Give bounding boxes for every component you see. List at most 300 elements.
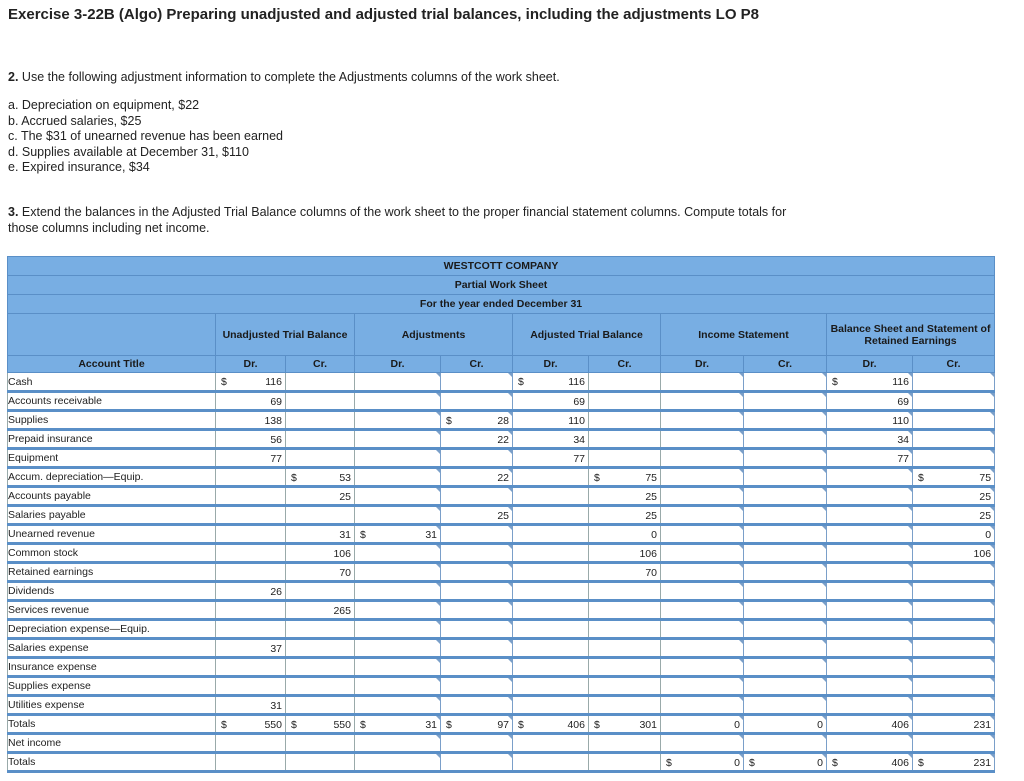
amount-value: 25 [497,510,509,522]
amount-input-cell[interactable] [355,449,441,468]
amount-input-cell[interactable] [661,601,744,620]
amount-value: 116 [568,376,585,388]
amount-input-cell[interactable] [661,392,744,411]
company-name: WESTCOTT COMPANY [8,257,995,276]
amount-cell [216,753,286,772]
amount-input-cell[interactable] [441,430,513,449]
amount-value: 0 [734,719,740,731]
amount-value: 265 [333,605,351,617]
amount-value: 77 [573,453,585,465]
amount-cell [286,506,355,525]
amount-input-cell[interactable] [661,620,744,639]
amount-value: 26 [270,586,282,598]
amount-value: 106 [973,548,992,560]
amount-input-cell[interactable] [661,373,744,392]
question-3-text: Extend the balances in the Adjusted Trial Balance columns of the work sheet to the proper financial statement columns. Compute totals for those columns including net income. [8,205,787,235]
amount-input-cell[interactable] [355,696,441,715]
table-row [8,430,995,449]
amount-input-cell[interactable] [661,582,744,601]
credit-column-header: Cr. [286,356,355,373]
amount-input-cell[interactable] [441,449,513,468]
amount-input-cell[interactable] [661,734,744,753]
group-header-balance-sheet: Balance Sheet and Statement of Retained Earnings [827,314,995,356]
amount-input-cell[interactable] [355,715,441,734]
amount-input-cell[interactable] [744,715,827,734]
amount-input-cell[interactable] [827,753,913,772]
amount-value: 53 [339,472,351,484]
amount-input-cell[interactable] [355,658,441,677]
debit-column-header: Dr. [827,356,913,373]
amount-input-cell[interactable] [744,525,827,544]
debit-column-header: Dr. [661,356,744,373]
amount-input-cell[interactable] [744,487,827,506]
amount-cell [286,658,355,677]
amount-input-cell[interactable] [913,601,995,620]
table-row [8,696,995,715]
amount-input-cell[interactable] [355,639,441,658]
amount-input-cell[interactable] [441,563,513,582]
amount-input-cell[interactable] [744,658,827,677]
amount-input-cell[interactable] [744,411,827,430]
amount-cell [589,620,661,639]
amount-input-cell[interactable] [441,753,513,772]
amount-value: 25 [645,491,657,503]
amount-cell [513,582,589,601]
amount-cell [216,487,286,506]
currency-symbol: $ [832,376,838,388]
amount-input-cell[interactable] [441,696,513,715]
table-row [8,373,995,392]
amount-value: 75 [979,472,992,484]
amount-input-cell[interactable] [355,563,441,582]
amount-input-cell[interactable] [827,392,913,411]
amount-value: 0 [734,757,740,769]
amount-input-cell[interactable] [827,658,913,677]
amount-value: 0 [985,529,992,541]
account-title-cell: Dividends [8,582,216,601]
amount-input-cell[interactable] [744,696,827,715]
amount-value: 550 [333,719,351,731]
amount-cell [513,392,589,411]
table-row [8,411,995,430]
amount-input-cell[interactable] [355,601,441,620]
table-row [8,468,995,487]
group-header-unadjusted: Unadjusted Trial Balance [216,314,355,356]
amount-input-cell[interactable] [441,734,513,753]
amount-input-cell[interactable] [744,601,827,620]
amount-value: 110 [568,415,585,427]
currency-symbol: $ [518,376,524,388]
amount-input-cell[interactable] [441,677,513,696]
adjustment-item: a. Depreciation on equipment, $22 [8,98,200,112]
amount-input-cell[interactable] [661,753,744,772]
amount-input-cell[interactable] [441,373,513,392]
amount-input-cell[interactable] [441,411,513,430]
amount-input-cell[interactable] [441,639,513,658]
amount-value: 34 [897,434,909,446]
table-row [8,639,995,658]
amount-input-cell[interactable] [744,582,827,601]
currency-symbol: $ [518,719,524,731]
table-row [8,392,995,411]
amount-value: 116 [892,376,909,388]
amount-value: 69 [897,396,909,408]
amount-input-cell[interactable] [827,677,913,696]
amount-input-cell[interactable] [913,392,995,411]
debit-column-header: Dr. [513,356,589,373]
debit-column-header: Dr. [216,356,286,373]
amount-cell [589,639,661,658]
account-title-cell: Unearned revenue [8,525,216,544]
amount-cell [216,392,286,411]
amount-cell [589,392,661,411]
amount-input-cell[interactable] [913,563,995,582]
amount-value: 106 [333,548,351,560]
amount-input-cell[interactable] [827,449,913,468]
account-title-cell: Totals [8,715,216,734]
amount-cell [589,658,661,677]
amount-value: 70 [645,567,657,579]
amount-input-cell[interactable] [744,620,827,639]
amount-input-cell[interactable] [744,639,827,658]
amount-input-cell[interactable] [913,715,995,734]
amount-input-cell[interactable] [441,525,513,544]
amount-value: 77 [897,453,909,465]
amount-input-cell[interactable] [355,582,441,601]
question-2-instruction [8,70,560,86]
amount-cell [513,658,589,677]
amount-value: 22 [497,434,509,446]
amount-input-cell[interactable] [355,373,441,392]
amount-value: 34 [573,434,585,446]
amount-cell [513,620,589,639]
currency-symbol: $ [918,757,924,769]
amount-value: 0 [817,719,823,731]
amount-input-cell[interactable] [661,430,744,449]
amount-input-cell[interactable] [913,658,995,677]
amount-input-cell[interactable] [827,715,913,734]
amount-value: 31 [425,529,437,541]
account-title-cell: Supplies expense [8,677,216,696]
amount-input-cell[interactable] [913,449,995,468]
amount-input-cell[interactable] [913,411,995,430]
amount-cell [589,506,661,525]
sheet-subtitle: Partial Work Sheet [8,276,995,295]
amount-input-cell[interactable] [827,506,913,525]
amount-cell [216,468,286,487]
amount-input-cell[interactable] [744,677,827,696]
amount-input-cell[interactable] [661,468,744,487]
currency-symbol: $ [749,757,755,769]
amount-value: 70 [339,567,351,579]
amount-input-cell[interactable] [355,392,441,411]
amount-value: 77 [270,453,282,465]
amount-value: 31 [270,700,282,712]
amount-input-cell[interactable] [827,582,913,601]
amount-input-cell[interactable] [827,639,913,658]
amount-cell [513,506,589,525]
amount-input-cell[interactable] [441,582,513,601]
amount-input-cell[interactable] [355,620,441,639]
amount-input-cell[interactable] [744,734,827,753]
amount-cell [286,696,355,715]
amount-input-cell[interactable] [661,449,744,468]
amount-input-cell[interactable] [913,525,995,544]
amount-value: 28 [497,415,509,427]
amount-input-cell[interactable] [441,487,513,506]
amount-input-cell[interactable] [355,734,441,753]
table-row [8,715,995,734]
amount-cell [589,373,661,392]
amount-input-cell[interactable] [661,658,744,677]
amount-cell [513,373,589,392]
amount-input-cell[interactable] [744,430,827,449]
amount-input-cell[interactable] [441,601,513,620]
currency-symbol: $ [918,472,924,484]
debit-column-header: Dr. [355,356,441,373]
amount-input-cell[interactable] [355,411,441,430]
table-row [8,525,995,544]
currency-symbol: $ [594,472,600,484]
amount-input-cell[interactable] [744,373,827,392]
amount-cell [286,468,355,487]
account-title-cell: Accounts payable [8,487,216,506]
amount-input-cell[interactable] [744,506,827,525]
amount-input-cell[interactable] [913,468,995,487]
account-title-cell: Services revenue [8,601,216,620]
amount-value: 97 [497,719,509,731]
amount-input-cell[interactable] [913,373,995,392]
currency-symbol: $ [446,415,452,427]
amount-value: 550 [264,719,282,731]
amount-cell [286,639,355,658]
amount-input-cell[interactable] [827,525,913,544]
amount-value: 75 [645,472,657,484]
currency-symbol: $ [360,529,366,541]
amount-cell [286,734,355,753]
amount-cell [589,563,661,582]
amount-cell [216,411,286,430]
amount-input-cell[interactable] [827,563,913,582]
amount-input-cell[interactable] [827,734,913,753]
amount-value: 406 [891,719,909,731]
amount-input-cell[interactable] [744,468,827,487]
amount-cell [286,582,355,601]
amount-input-cell[interactable] [827,411,913,430]
amount-input-cell[interactable] [661,715,744,734]
amount-value: 69 [573,396,585,408]
amount-value: 0 [651,529,657,541]
amount-value: 69 [270,396,282,408]
amount-cell [589,753,661,772]
table-row [8,753,995,772]
currency-symbol: $ [291,719,297,731]
amount-input-cell[interactable] [661,677,744,696]
amount-input-cell[interactable] [441,506,513,525]
amount-input-cell[interactable] [913,582,995,601]
question-3-label: 3. [8,205,19,219]
amount-input-cell[interactable] [827,601,913,620]
amount-input-cell[interactable] [744,449,827,468]
amount-input-cell[interactable] [355,487,441,506]
amount-input-cell[interactable] [661,487,744,506]
amount-input-cell[interactable] [355,430,441,449]
table-row [8,563,995,582]
amount-input-cell[interactable] [661,525,744,544]
amount-cell [513,715,589,734]
amount-input-cell[interactable] [913,487,995,506]
account-title-cell: Salaries expense [8,639,216,658]
amount-input-cell[interactable] [913,544,995,563]
amount-value: 231 [973,757,992,769]
amount-value: 0 [817,757,823,769]
amount-cell [589,449,661,468]
amount-cell [589,430,661,449]
currency-symbol: $ [221,719,227,731]
amount-input-cell[interactable] [827,696,913,715]
amount-input-cell[interactable] [355,468,441,487]
amount-input-cell[interactable] [744,753,827,772]
question-3-instruction [8,205,808,236]
amount-input-cell[interactable] [355,753,441,772]
question-2-label: 2. [8,70,19,84]
amount-input-cell[interactable] [827,373,913,392]
account-title-cell: Common stock [8,544,216,563]
amount-cell [589,601,661,620]
amount-cell [286,392,355,411]
amount-input-cell[interactable] [913,620,995,639]
amount-value: 56 [270,434,282,446]
amount-cell [589,525,661,544]
amount-cell [513,563,589,582]
currency-symbol: $ [666,757,672,769]
amount-value: 22 [497,472,509,484]
amount-value: 231 [973,719,992,731]
table-row [8,620,995,639]
amount-cell [286,544,355,563]
currency-symbol: $ [291,472,297,484]
amount-input-cell[interactable] [913,696,995,715]
currency-symbol: $ [360,719,366,731]
amount-input-cell[interactable] [661,411,744,430]
amount-input-cell[interactable] [913,734,995,753]
account-title-cell: Prepaid insurance [8,430,216,449]
table-row [8,601,995,620]
amount-value: 138 [264,415,282,427]
account-title-cell: Cash [8,373,216,392]
amount-input-cell[interactable] [441,715,513,734]
amount-input-cell[interactable] [913,639,995,658]
account-title-cell: Utilities expense [8,696,216,715]
table-row [8,544,995,563]
amount-value: 25 [339,491,351,503]
amount-cell [286,563,355,582]
table-row [8,506,995,525]
amount-cell [513,468,589,487]
amount-cell [216,525,286,544]
adjustment-item: c. The $31 of unearned revenue has been earned [8,129,283,143]
amount-input-cell[interactable] [355,506,441,525]
amount-cell [216,373,286,392]
amount-cell [216,658,286,677]
credit-column-header: Cr. [744,356,827,373]
amount-input-cell[interactable] [827,620,913,639]
currency-symbol: $ [446,719,452,731]
partial-work-sheet [7,256,995,773]
amount-cell [589,487,661,506]
amount-input-cell[interactable] [913,753,995,772]
question-2-text: Use the following adjustment information to complete the Adjustments columns of the work sheet. [21,70,560,84]
account-title-cell: Retained earnings [8,563,216,582]
amount-cell [589,734,661,753]
amount-cell [216,601,286,620]
amount-cell [589,468,661,487]
amount-value: 25 [979,510,992,522]
amount-cell [216,734,286,753]
amount-input-cell[interactable] [355,544,441,563]
amount-input-cell[interactable] [441,658,513,677]
amount-value: 31 [425,719,437,731]
account-title-cell: Supplies [8,411,216,430]
amount-cell [513,677,589,696]
table-row [8,487,995,506]
amount-input-cell[interactable] [744,563,827,582]
amount-cell [513,449,589,468]
amount-value: 301 [639,719,657,731]
adjustment-item: d. Supplies available at December 31, $110 [8,144,249,159]
amount-input-cell[interactable] [661,506,744,525]
amount-input-cell[interactable] [827,430,913,449]
account-title-cell: Accounts receivable [8,392,216,411]
amount-input-cell[interactable] [355,677,441,696]
amount-cell [589,582,661,601]
currency-symbol: $ [221,376,227,388]
amount-input-cell[interactable] [744,392,827,411]
amount-input-cell[interactable] [661,563,744,582]
group-header-income-statement: Income Statement [661,314,827,356]
amount-cell [286,715,355,734]
amount-cell [286,677,355,696]
amount-input-cell[interactable] [441,620,513,639]
amount-cell [216,582,286,601]
table-row [8,677,995,696]
amount-input-cell[interactable] [827,487,913,506]
amount-input-cell[interactable] [827,468,913,487]
amount-value: 106 [639,548,657,560]
amount-input-cell[interactable] [355,525,441,544]
amount-cell [216,696,286,715]
amount-input-cell[interactable] [913,430,995,449]
amount-input-cell[interactable] [661,696,744,715]
amount-input-cell[interactable] [441,468,513,487]
amount-input-cell[interactable] [827,544,913,563]
table-row [8,449,995,468]
amount-cell [589,544,661,563]
amount-input-cell[interactable] [661,544,744,563]
adjustment-item: e. Expired insurance, $34 [8,160,150,174]
amount-input-cell[interactable] [441,544,513,563]
amount-cell [216,563,286,582]
amount-input-cell[interactable] [661,639,744,658]
amount-cell [216,430,286,449]
amount-cell [216,639,286,658]
amount-cell [216,620,286,639]
amount-input-cell[interactable] [913,677,995,696]
group-header-adjustments: Adjustments [355,314,513,356]
amount-input-cell[interactable] [744,544,827,563]
amount-input-cell[interactable] [441,392,513,411]
amount-input-cell[interactable] [913,506,995,525]
